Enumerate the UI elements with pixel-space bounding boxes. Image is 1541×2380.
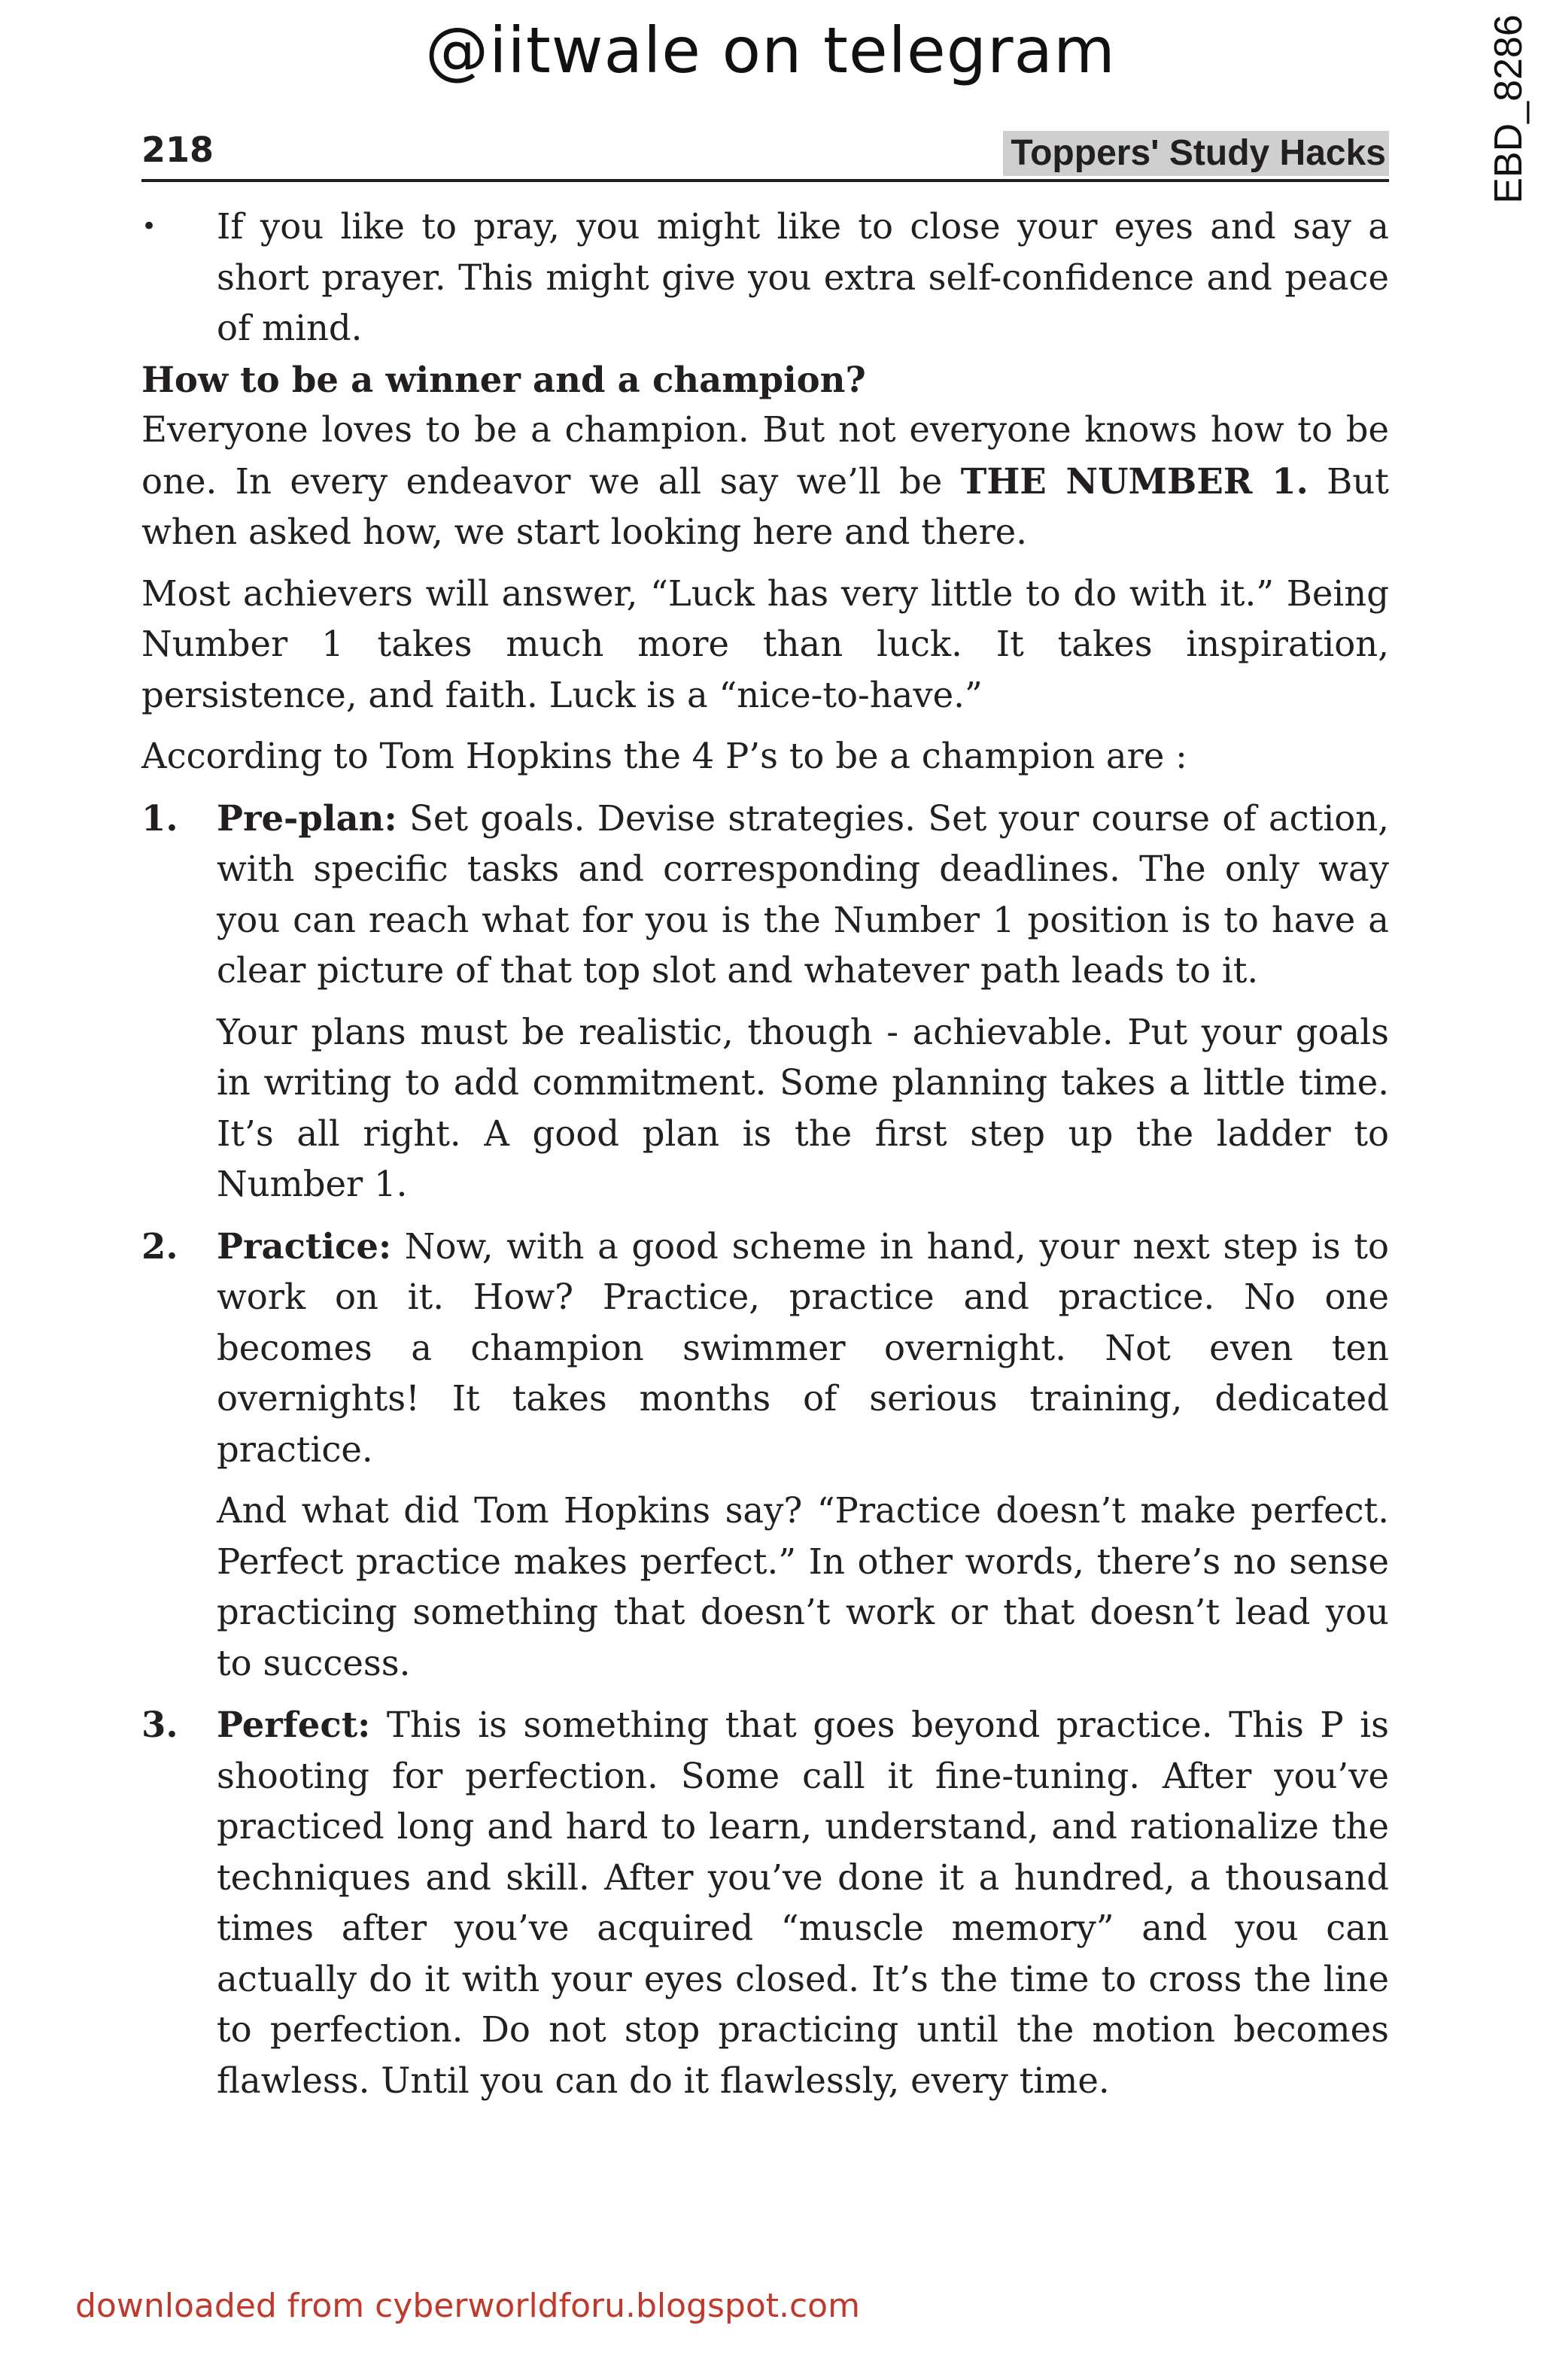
side-code-label: EBD_8286 bbox=[1487, 14, 1530, 204]
item-number: 2. bbox=[141, 1225, 178, 1267]
emphasis-number-one: THE NUMBER 1. bbox=[960, 460, 1308, 502]
running-title: Toppers' Study Hacks bbox=[1003, 131, 1389, 176]
intro-paragraph-1 bbox=[141, 405, 1389, 558]
item-term: Practice: bbox=[217, 1225, 392, 1267]
item-text: This is something that goes beyond practice. This P is shooting for perfection. Some call it fine-tuning. After you’ve practiced long and hard to learn, understand, and rationalize the techniques and skill. After you’ve done it a hundred, a thousand times after you’ve acquired “muscle memory” and you can actually do it with your eyes closed. It’s the time to cross the line to perfection. Do not stop practicing until the motion becomes flawless. Until you can do it flawlessly, every time. bbox=[217, 1705, 1389, 2101]
section-heading: How to be a winner and a champion? bbox=[141, 358, 866, 400]
item-extra-paragraph: And what did Tom Hopkins say? “Practice doesn’t make perfect. Perfect practice makes perfect.” In other words, there’s no sense practicing something that doesn’t work or that doesn’t lead you to success. bbox=[217, 1490, 1389, 1683]
item-paragraph bbox=[217, 793, 1389, 997]
list-item-practice bbox=[141, 1221, 1389, 1689]
item-extra-paragraph: Your plans must be realistic, though - achievable. Put your goals in writing to add commitment. Some planning takes a little time. It’s all right. A good plan is the first step up the ladder to Number 1. bbox=[217, 1011, 1389, 1204]
download-source-watermark: downloaded from cyberworldforu.blogspot.com bbox=[75, 2287, 860, 2325]
item-paragraph bbox=[217, 1221, 1389, 1476]
bullet-mark: • bbox=[141, 211, 157, 241]
intro-text-before: Everyone loves to be a champion. But not everyone knows how to be one. In every endeavor we all say we’ll be bbox=[141, 409, 1389, 502]
intro-paragraph-3: According to Tom Hopkins the 4 P’s to be a champion are : bbox=[141, 736, 1187, 776]
item-term: Pre-plan: bbox=[217, 797, 397, 839]
list-item-perfect bbox=[141, 1699, 1389, 2106]
item-text: Now, with a good scheme in hand, your next step is to work on it. How? Practice, practice and practice. No one becomes a champion swimmer overnight. Not even ten overnights! It takes months of serious training, dedicated practice. bbox=[217, 1225, 1389, 1470]
list-item-pre-plan bbox=[141, 793, 1389, 1210]
bullet-text: If you like to pray, you might like to close your eyes and say a short prayer. This might give you extra self-confidence and peace of mind. bbox=[217, 206, 1389, 348]
item-body bbox=[217, 793, 1389, 1210]
item-number: 1. bbox=[141, 797, 178, 839]
page-content bbox=[141, 202, 1389, 2106]
item-paragraph bbox=[217, 1699, 1389, 2106]
item-body bbox=[217, 1221, 1389, 1689]
intro-text-after: But when asked how, we start looking here and there. bbox=[141, 460, 1389, 552]
item-term: Perfect: bbox=[217, 1704, 371, 1745]
item-body bbox=[217, 1699, 1389, 2106]
intro-paragraph-2: Most achievers will answer, “Luck has very little to do with it.” Being Number 1 takes much more than luck. It takes inspiration, persistence, and faith. Luck is a “nice-to-have.” bbox=[141, 572, 1389, 715]
item-number: 3. bbox=[141, 1704, 178, 1745]
telegram-watermark: @iitwale on telegram bbox=[425, 14, 1116, 87]
page-header bbox=[141, 126, 1389, 182]
page-number: 218 bbox=[141, 129, 214, 170]
bullet-item bbox=[141, 202, 1389, 354]
item-text: Set goals. Devise strategies. Set your course of action, with specific tasks and corresponding deadlines. The only way you can reach what for you is the Number 1 position is to have a clear picture of that top slot and whatever path leads to it. bbox=[217, 797, 1389, 991]
